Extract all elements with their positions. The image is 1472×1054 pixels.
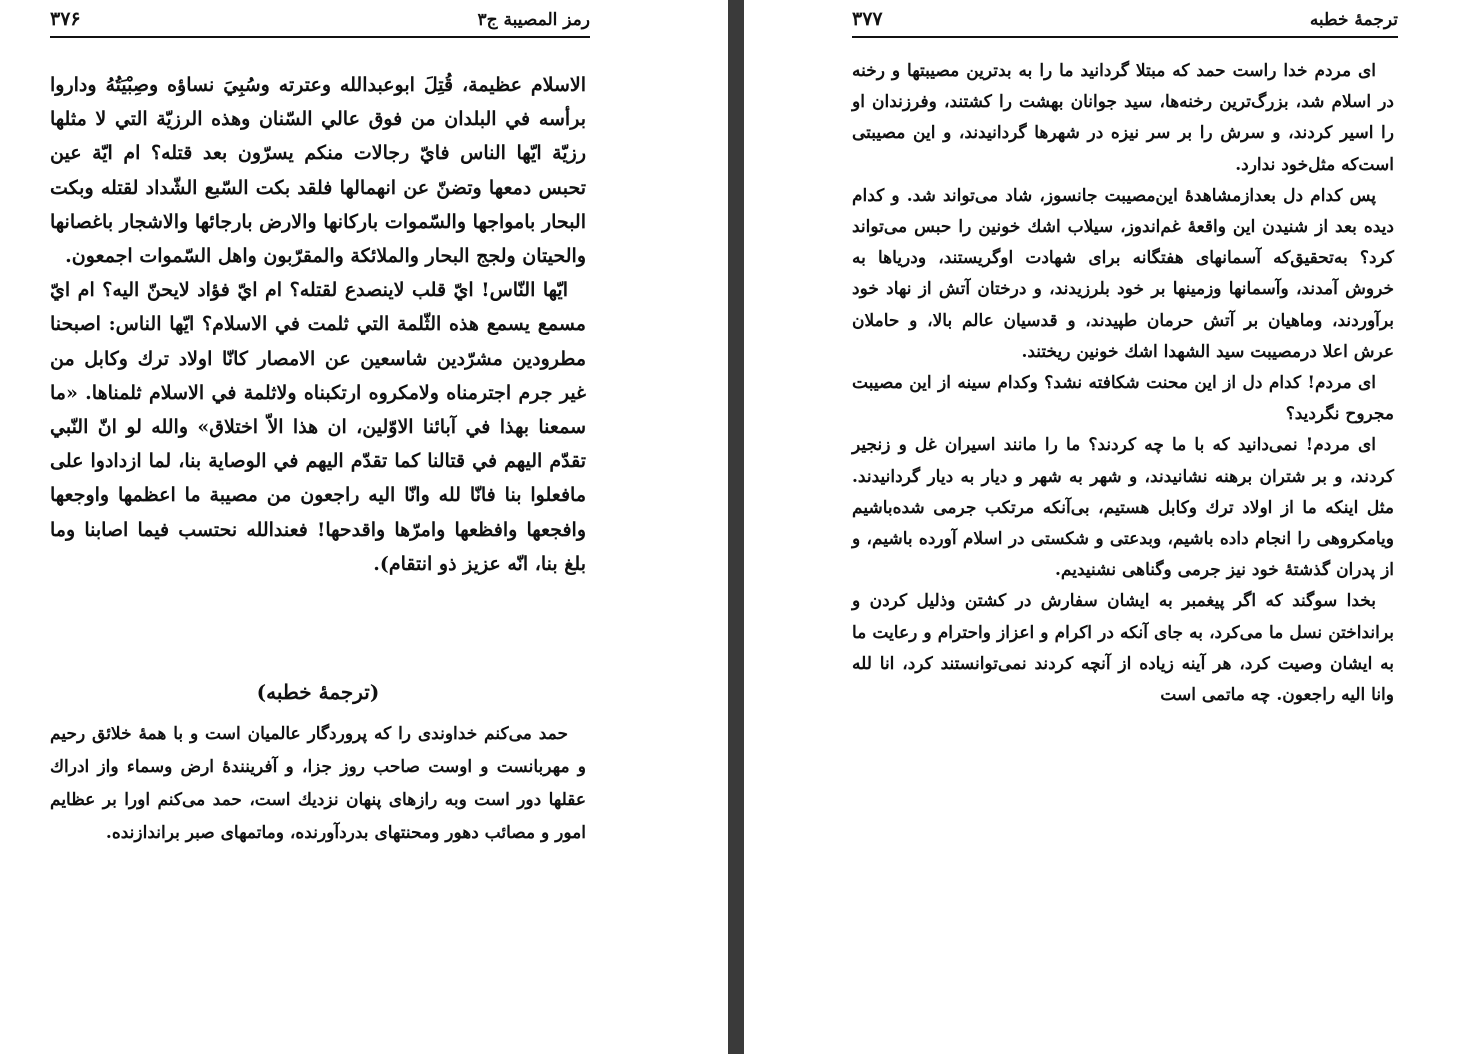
arabic-sermon-text xyxy=(50,68,586,581)
body-paragraph: بخدا سوگند که اگر پیغمبر به ایشان سفارش در کشتن وذلیل کردن و برانداختن نسل ما می‌کرد، به جای آنکه در اکرام و اعزاز واحترام و رعایت ما به ایشان وصیت کرد، هر آینه زیاده از آنچه کردند نمی‌توانستند کرد، انا لله وانا الیه راجعون. چه ماتمی است xyxy=(852,591,1394,706)
right-page-number: ۳۷۷ xyxy=(852,8,883,30)
left-header-title: رمز المصيبة ج۳ xyxy=(477,10,590,30)
body-paragraph: ای مردم خدا راست حمد که مبتلا گردانید ما را به بدترین مصیبتها و رخنه در اسلام شد، بزرگ‌ترین رخنه‌ها، سید جوانان بهشت را کشتند، وفرزندان او را اسیر کردند، و سرش را بر سر نیزه در شهرها گردانیدند، و این مصیبتی است‌که مثل‌خود ندارد. xyxy=(852,61,1394,175)
persian-body-text xyxy=(852,56,1394,711)
arabic-paragraph: ايّها النّاس! ايّ قلب لاينصدع لقتله؟ ام ايّ فؤاد لايحنّ اليه؟ ام ايّ مسمع يسمع هذه الثّلمة التي ثلمت في الاسلام؟ ايّها الناس: اصبحنا مطرودين مشرّدين شاسعين عن الامصار كانّا اولاد ترك وكابل من غير جرم اجترمناه ولامكروه ارتكبناه ولاثلمة في الاسلام ثلمناها. «ما سمعنا بهذا في آبائنا الاوّلين، ان هذا الاّ اختلاق» والله لو انّ النّبي تقدّم اليهم في قتالنا كما تقدّم اليهم في الوصاية بنا، لما ازدادوا على مافعلوا بنا فانّا لله وانّا اليه راجعون من مصيبة ما اعظمها واوجعها وافجعها وافظعها وامرّها واقدحها! فعندالله نحتسب فيما اصابنا وما بلغ بنا، انّه عزيز ذو انتقام). xyxy=(50,279,586,575)
arabic-paragraph: الاسلام عظيمة، قُتِلَ ابوعبدالله وعترته وسُبِيَ نساؤه وصِبْيَتُهُ وداروا برأسه في البلدان من فوق عالي السّنان وهذه الرزيّة التي لا مثلها رزيّة ايّها الناس فايّ رجالات منكم يسرّون بعد قتله؟ ام ايّة عين تحبس دمعها وتضنّ عن انهمالها فلقد بكت السّبع الشّداد لقتله وبكت البحار بامواجها والسّموات باركانها والارض بارجائها والاشجار باغصانها والحيتان ولجج البحار والملائكة والمقرّبون واهل السّموات اجمعون. xyxy=(50,74,586,268)
body-paragraph: ای مردم! کدام دل از این محنت شکافته نشد؟ وکدام سینه از این مصیبت مجروح نگردید؟ xyxy=(852,373,1394,425)
translation-heading: (ترجمهٔ خطبه) xyxy=(256,680,380,704)
left-header-rule xyxy=(50,36,590,38)
left-running-header xyxy=(50,8,590,38)
left-page xyxy=(0,0,728,1054)
body-paragraph: ای مردم! نمی‌دانید که با ما چه کردند؟ ما را مانند اسیران غل و زنجیر کردند، و بر شتران برهنه نشانیدند، و شهر به شهر و دیار به دیار گردانیدند. مثل اینکه ما از اولاد ترك وكابل هستیم، بی‌آنکه مرتکب جرمی شده‌باشیم ویامکروهی را انجام داده باشیم، وبدعتی و شکستی در اسلام آورده باشیم، و از پدران گذشتهٔ خود نیز جرمی وگناهی نشنیدیم. xyxy=(852,435,1394,581)
translation-paragraph: حمد می‌کنم خداوندی را که پروردگار عالمیان است و با همهٔ خلائق رحیم و مهربانست و اوست صاحب روز جزا، و آفرینندهٔ ارض وسماء واز ادراك عقلها دور است وبه رازهای پنهان نزدیك است، حمد می‌کنم اورا بر عظایم امور و مصائب دهور ومحنتهای بدردآورنده، وماتمهای صبر براندازنده. xyxy=(50,724,586,843)
left-page-number: ۳۷۶ xyxy=(50,8,81,30)
right-page xyxy=(744,0,1472,1054)
body-paragraph: پس کدام دل بعدازمشاهدهٔ این‌مصیبت جانسوز، شاد می‌تواند شد. و کدام دیده بعد از شنیدن این واقعهٔ غم‌اندوز، سیلاب اشك خونین را حبس می‌تواند کرد؟ به‌تحقیق‌که آسمانهای هفتگانه برای شهادت اوگریستند، ودریاها به خروش آمدند، وآسمانها وزمینها بر خود بلرزیدند، و درختان آتش از نهاد خود برآوردند، وماهیان بر آتش حرمان طپیدند، و قدسیان عالم بالا، و حاملان عرش اعلا درمصیبت سید الشهدا اشك خونین ریختند. xyxy=(852,185,1394,362)
right-header-rule xyxy=(852,36,1398,38)
persian-translation-text xyxy=(50,718,586,850)
right-header-title: ترجمهٔ خطبه xyxy=(1309,10,1398,30)
right-running-header xyxy=(852,8,1398,38)
book-gutter xyxy=(728,0,744,1054)
